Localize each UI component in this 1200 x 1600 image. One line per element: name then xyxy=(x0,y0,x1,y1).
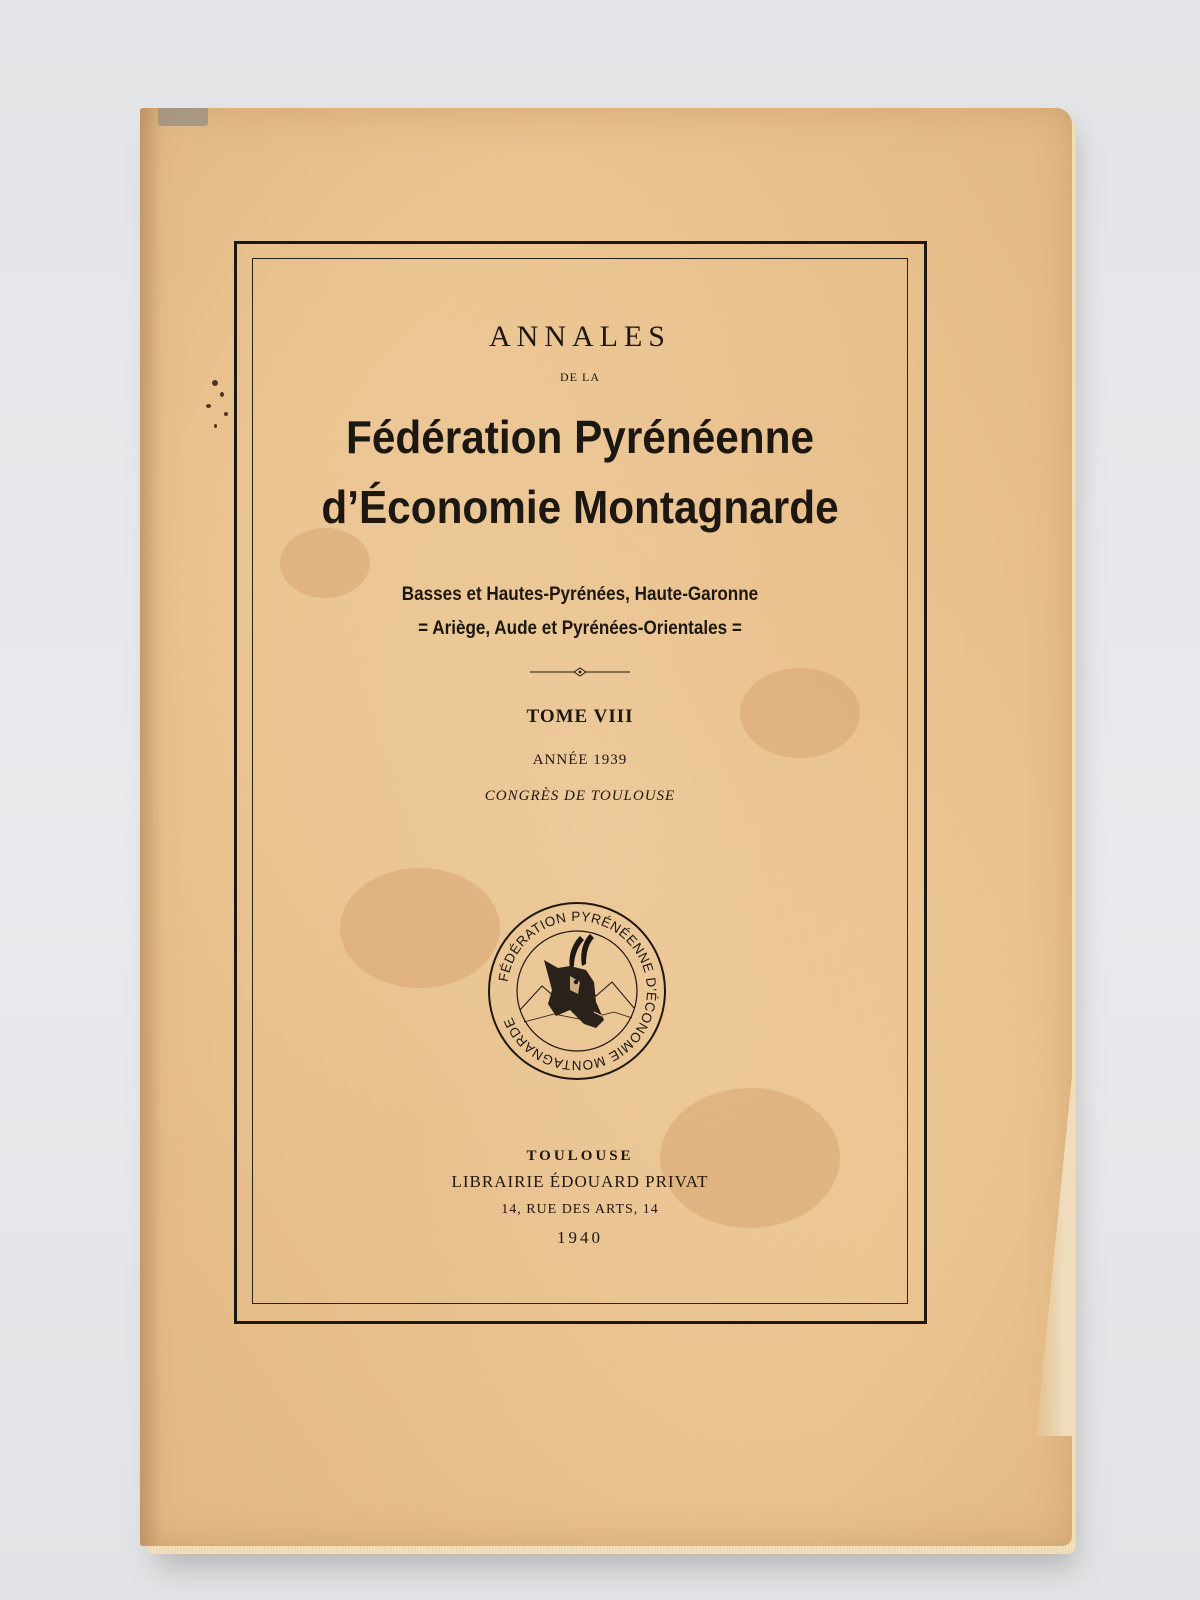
spine-tear xyxy=(158,108,208,126)
foxing-dot xyxy=(212,380,218,386)
publication-year: 1940 xyxy=(557,1228,603,1247)
tome-number: TOME VIII xyxy=(526,706,634,727)
foxing-dot xyxy=(206,404,211,408)
city-name: TOULOUSE xyxy=(526,1148,634,1164)
foxing-dot xyxy=(220,392,224,397)
seal-text: FÉDÉRATION PYRÉNÉENNE D’ÉCONOMIE MONTAGNARDE xyxy=(495,908,660,1074)
publisher-address: 14, RUE DES ARTS, 14 xyxy=(501,1202,659,1217)
regions-line1: Basses et Hautes-Pyrénées, Haute-Garonne xyxy=(401,584,759,605)
chamois-head-seal-icon xyxy=(484,898,670,1084)
de-la-text: DE LA xyxy=(560,370,600,384)
book-cover xyxy=(140,108,1072,1546)
publisher-name: LIBRAIRIE ÉDOUARD PRIVAT xyxy=(451,1172,709,1191)
foxing-dot xyxy=(224,412,228,416)
regions-line2: = Ariège, Aude et Pyrénées-Orientales = xyxy=(418,618,742,639)
rule-ornament-icon xyxy=(530,666,630,678)
series-title: ANNALES xyxy=(489,320,671,353)
congress-title: CONGRÈS DE TOULOUSE xyxy=(484,788,676,804)
foxing-dot xyxy=(214,424,217,428)
spine-edge xyxy=(140,108,162,1546)
cover-tear xyxy=(1032,1076,1072,1436)
federation-title-line2: d’Économie Montagnarde xyxy=(321,481,839,533)
federation-title-line1: Fédération Pyrénéenne xyxy=(345,411,815,463)
year-label: ANNÉE 1939 xyxy=(532,752,628,768)
